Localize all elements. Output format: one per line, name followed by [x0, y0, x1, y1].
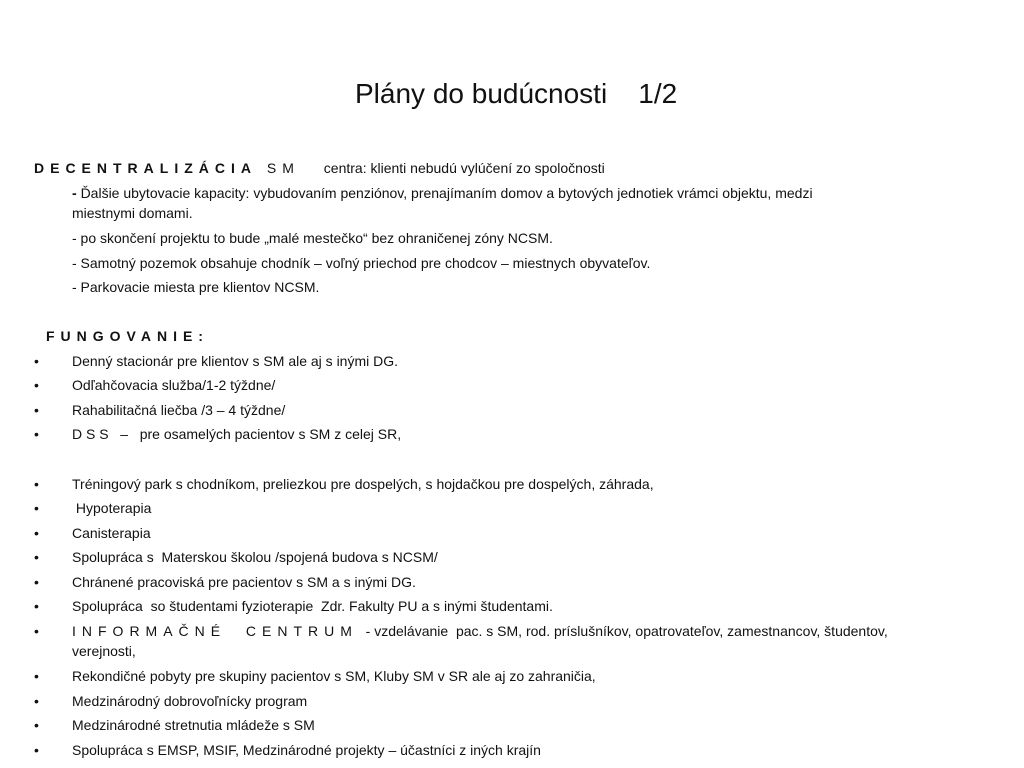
bullet-icon: • [34, 402, 39, 418]
bullet-icon: • [34, 717, 39, 733]
bullet-icon: • [34, 668, 39, 684]
bullet-icon: • [34, 598, 39, 614]
decentralizacia-line-1-text: Ďalšie ubytovacie kapacity: vybudovaním penziónov, prenajímaním domov a bytových jednotiek vrámci objektu, medzi [80, 185, 813, 201]
bullet-icon: • [34, 500, 39, 516]
info-centrum-text: - vzdelávanie pac. s SM, rod. príslušníkov, opatrovateľov, zamestnancov, študentov, [357, 623, 888, 639]
decentralizacia-heading-line [34, 158, 605, 178]
info-centrum-text-cont: verejnosti, [72, 643, 136, 659]
decentralizacia-heading: DECENTRALIZÁCIA [34, 160, 257, 176]
decentralizacia-centra-text: centra: klienti nebudú vylúčení zo spoločnosti [323, 160, 605, 176]
bullet-icon: • [34, 623, 39, 639]
bullet-icon: • [34, 574, 39, 590]
bullet-icon: • [34, 353, 39, 369]
sm-label: SM [266, 160, 300, 176]
decentralizacia-line-2: - po skončení projektu to bude „malé mestečko“ bez ohraničenej zóny NCSM. [72, 230, 553, 246]
fungovanie-heading: FUNGOVANIE: [46, 328, 209, 344]
decentralizacia-line-1 [72, 183, 813, 203]
decentralizacia-dash: - [72, 185, 77, 201]
decentralizacia-line-3: - Samotný pozemok obsahuje chodník – voľný priechod pre chodcov – miestnych obyvateľov. [72, 255, 651, 271]
bullet-icon: • [34, 525, 39, 541]
bullet-icon: • [34, 426, 39, 442]
slide-title: Plány do budúcnosti 1/2 [355, 78, 678, 109]
bullet-icon: • [34, 377, 39, 393]
bullet-icon: • [34, 476, 39, 492]
info-centrum-label: INFORMAČNÉ CENTRUM [72, 623, 358, 639]
bullet-icon: • [34, 742, 39, 758]
bullet-icon: • [34, 549, 39, 565]
bullet-icon: • [34, 693, 39, 709]
decentralizacia-line-1-cont: miestnymi domami. [72, 205, 193, 221]
decentralizacia-line-4: - Parkovacie miesta pre klientov NCSM. [72, 279, 320, 295]
